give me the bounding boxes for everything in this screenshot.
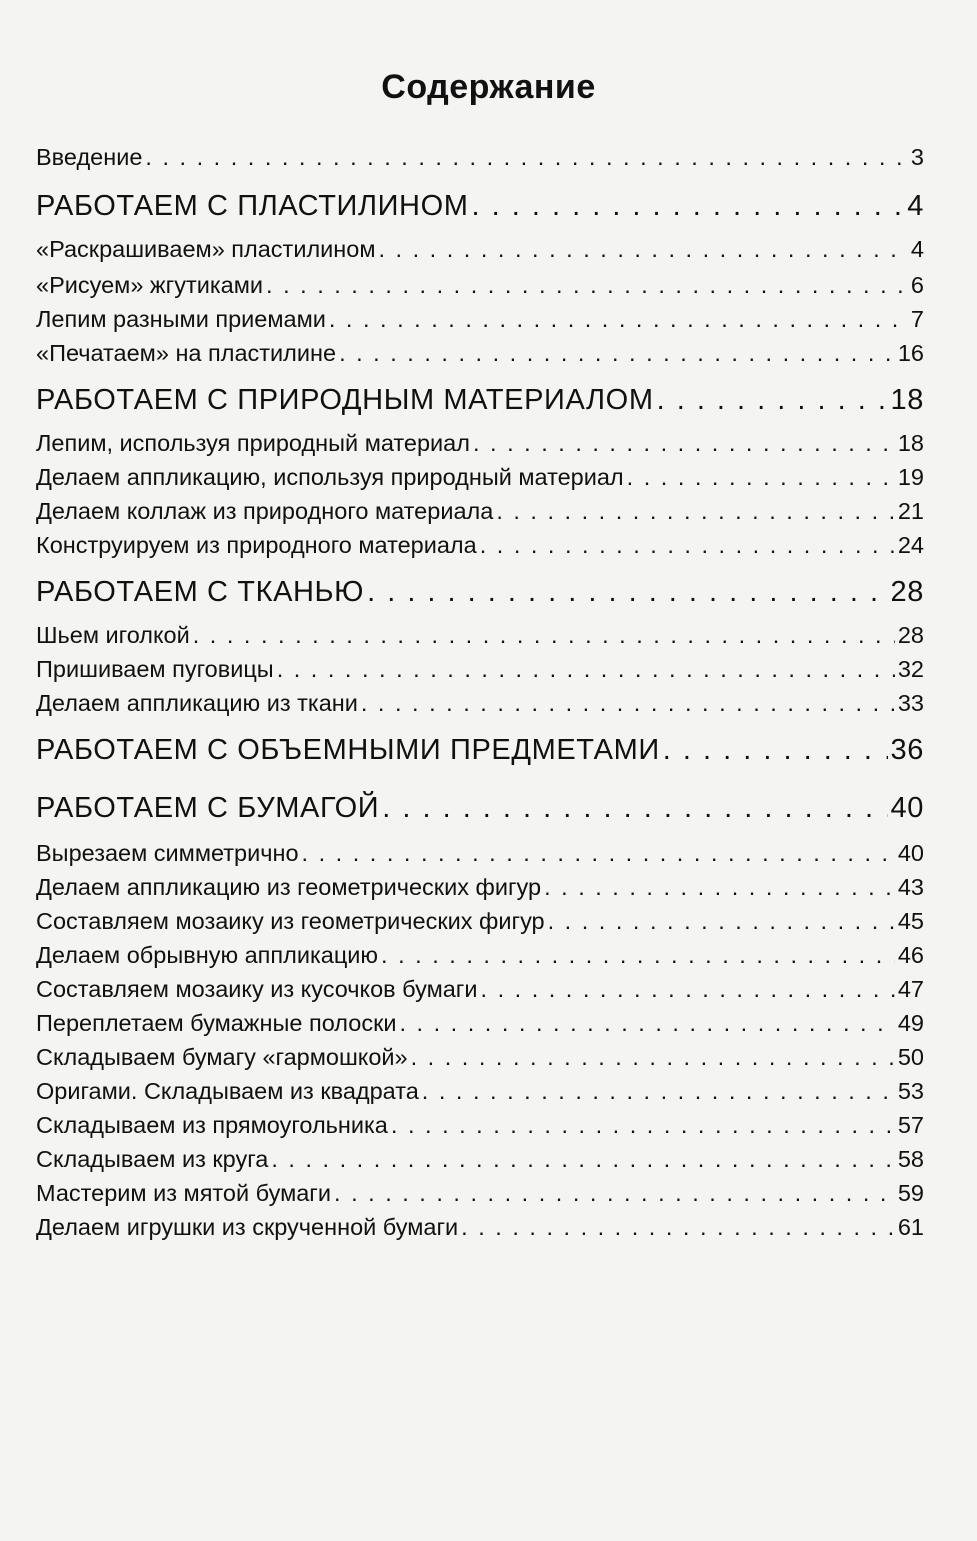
entry-page: 19 — [897, 464, 924, 490]
dot-leader — [544, 874, 895, 901]
toc-entry — [36, 430, 924, 457]
dot-leader — [481, 976, 895, 1003]
entry-page: 45 — [897, 908, 924, 934]
entry-label: Мастерим из мятой бумаги — [36, 1180, 332, 1206]
entry-page: 4 — [910, 236, 924, 262]
toc-entry — [36, 340, 924, 367]
toc-entry — [36, 690, 924, 717]
entry-page: 4 — [907, 190, 924, 222]
entry-label: Пришиваем пуговицы — [36, 656, 274, 682]
entry-page: 59 — [897, 1180, 924, 1206]
entry-label: Шьем иголкой — [36, 622, 190, 648]
toc-entry — [36, 272, 924, 299]
dot-leader — [422, 1078, 895, 1105]
section-label: РАБОТАЕМ С БУМАГОЙ — [36, 792, 380, 824]
entry-page: 7 — [910, 306, 924, 332]
toc-entry — [36, 1078, 924, 1105]
dot-leader — [657, 384, 888, 417]
dot-leader — [361, 690, 895, 717]
entry-page: 57 — [897, 1112, 924, 1138]
entry-label: Делаем игрушки из скрученной бумаги — [36, 1214, 459, 1240]
section-label: РАБОТАЕМ С ПЛАСТИЛИНОМ — [36, 190, 469, 222]
entry-page: 49 — [897, 1010, 924, 1036]
toc-entry — [36, 1180, 924, 1207]
entry-label: Переплетаем бумажные полоски — [36, 1010, 397, 1036]
entry-page: 28 — [890, 576, 924, 608]
entry-page: 18 — [897, 430, 924, 456]
toc-entry — [36, 1044, 924, 1071]
toc-entry — [36, 1146, 924, 1173]
toc-entry — [36, 498, 924, 525]
entry-label: Складываем из круга — [36, 1146, 269, 1172]
entry-page: 6 — [910, 272, 924, 298]
dot-leader — [277, 656, 895, 683]
toc-entry — [36, 1010, 924, 1037]
entry-page: 46 — [897, 942, 924, 968]
entry-label: «Печатаем» на пластилине — [36, 340, 337, 366]
toc-entry — [36, 908, 924, 935]
dot-leader — [266, 272, 908, 299]
toc-section — [36, 576, 924, 609]
entry-label: Составляем мозаику из кусочков бумаги — [36, 976, 478, 1002]
dot-leader — [480, 532, 895, 559]
dot-leader — [411, 1044, 895, 1071]
toc-section — [36, 384, 924, 417]
dot-leader — [302, 840, 895, 867]
dot-leader — [145, 144, 908, 171]
section-label: РАБОТАЕМ С ОБЪЕМНЫМИ ПРЕДМЕТАМИ — [36, 734, 660, 766]
toc-entry — [36, 144, 924, 171]
dot-leader — [271, 1146, 895, 1173]
entry-label: Делаем аппликацию, используя природный материал — [36, 464, 624, 490]
toc-entry — [36, 656, 924, 683]
entry-label: Лепим разными приемами — [36, 306, 326, 332]
toc-entry — [36, 1214, 924, 1241]
entry-page: 50 — [897, 1044, 924, 1070]
section-label: РАБОТАЕМ С ТКАНЬЮ — [36, 576, 365, 608]
entry-label: «Раскрашиваем» пластилином — [36, 236, 376, 262]
entry-page: 21 — [897, 498, 924, 524]
entry-page: 53 — [897, 1078, 924, 1104]
entry-page: 40 — [897, 840, 924, 866]
entry-label: Складываем бумагу «гармошкой» — [36, 1044, 408, 1070]
dot-leader — [399, 1010, 894, 1037]
section-label: РАБОТАЕМ С ПРИРОДНЫМ МАТЕРИАЛОМ — [36, 384, 654, 416]
entry-page: 24 — [897, 532, 924, 558]
toc-section — [36, 734, 924, 767]
entry-label: «Рисуем» жгутиками — [36, 272, 264, 298]
entry-label: Складываем из прямоугольника — [36, 1112, 388, 1138]
entry-page: 43 — [897, 874, 924, 900]
entry-label: Делаем аппликацию из ткани — [36, 690, 358, 716]
entry-page: 3 — [910, 144, 924, 170]
dot-leader — [472, 190, 905, 223]
toc-section — [36, 190, 924, 223]
dot-leader — [391, 1112, 895, 1139]
entry-label: Делаем аппликацию из геометрических фигур — [36, 874, 542, 900]
dot-leader — [382, 792, 887, 825]
dot-leader — [379, 236, 908, 263]
dot-leader — [548, 908, 895, 935]
dot-leader — [381, 942, 895, 969]
entry-page: 40 — [890, 792, 924, 824]
page-title: Содержание — [381, 68, 596, 106]
entry-label: Оригами. Складываем из квадрата — [36, 1078, 419, 1104]
toc-entry — [36, 532, 924, 559]
entry-label: Делаем обрывную аппликацию — [36, 942, 379, 968]
toc-entry — [36, 1112, 924, 1139]
toc-entry — [36, 976, 924, 1003]
toc-entry — [36, 840, 924, 867]
dot-leader — [663, 734, 888, 767]
dot-leader — [627, 464, 895, 491]
entry-label: Вырезаем симметрично — [36, 840, 299, 866]
entry-page: 18 — [890, 384, 924, 416]
entry-page: 33 — [897, 690, 924, 716]
dot-leader — [339, 340, 895, 367]
dot-leader — [334, 1180, 895, 1207]
entry-label: Составляем мозаику из геометрических фигур — [36, 908, 545, 934]
entry-label: Делаем коллаж из природного материала — [36, 498, 494, 524]
toc-entry — [36, 464, 924, 491]
entry-page: 61 — [897, 1214, 924, 1240]
toc-entry — [36, 942, 924, 969]
entry-label: Лепим, используя природный материал — [36, 430, 470, 456]
dot-leader — [496, 498, 895, 525]
entry-page: 28 — [897, 622, 924, 648]
toc-section — [36, 792, 924, 825]
dot-leader — [193, 622, 895, 649]
entry-page: 32 — [897, 656, 924, 682]
dot-leader — [367, 576, 887, 609]
toc-entry — [36, 622, 924, 649]
entry-page: 58 — [897, 1146, 924, 1172]
entry-page: 36 — [890, 734, 924, 766]
dot-leader — [329, 306, 908, 333]
entry-label: Введение — [36, 144, 143, 170]
entry-label: Конструируем из природного материала — [36, 532, 477, 558]
entry-page: 47 — [897, 976, 924, 1002]
toc-entry — [36, 236, 924, 263]
dot-leader — [473, 430, 895, 457]
toc-entry — [36, 874, 924, 901]
toc-entry — [36, 306, 924, 333]
entry-page: 16 — [897, 340, 924, 366]
dot-leader — [461, 1214, 895, 1241]
